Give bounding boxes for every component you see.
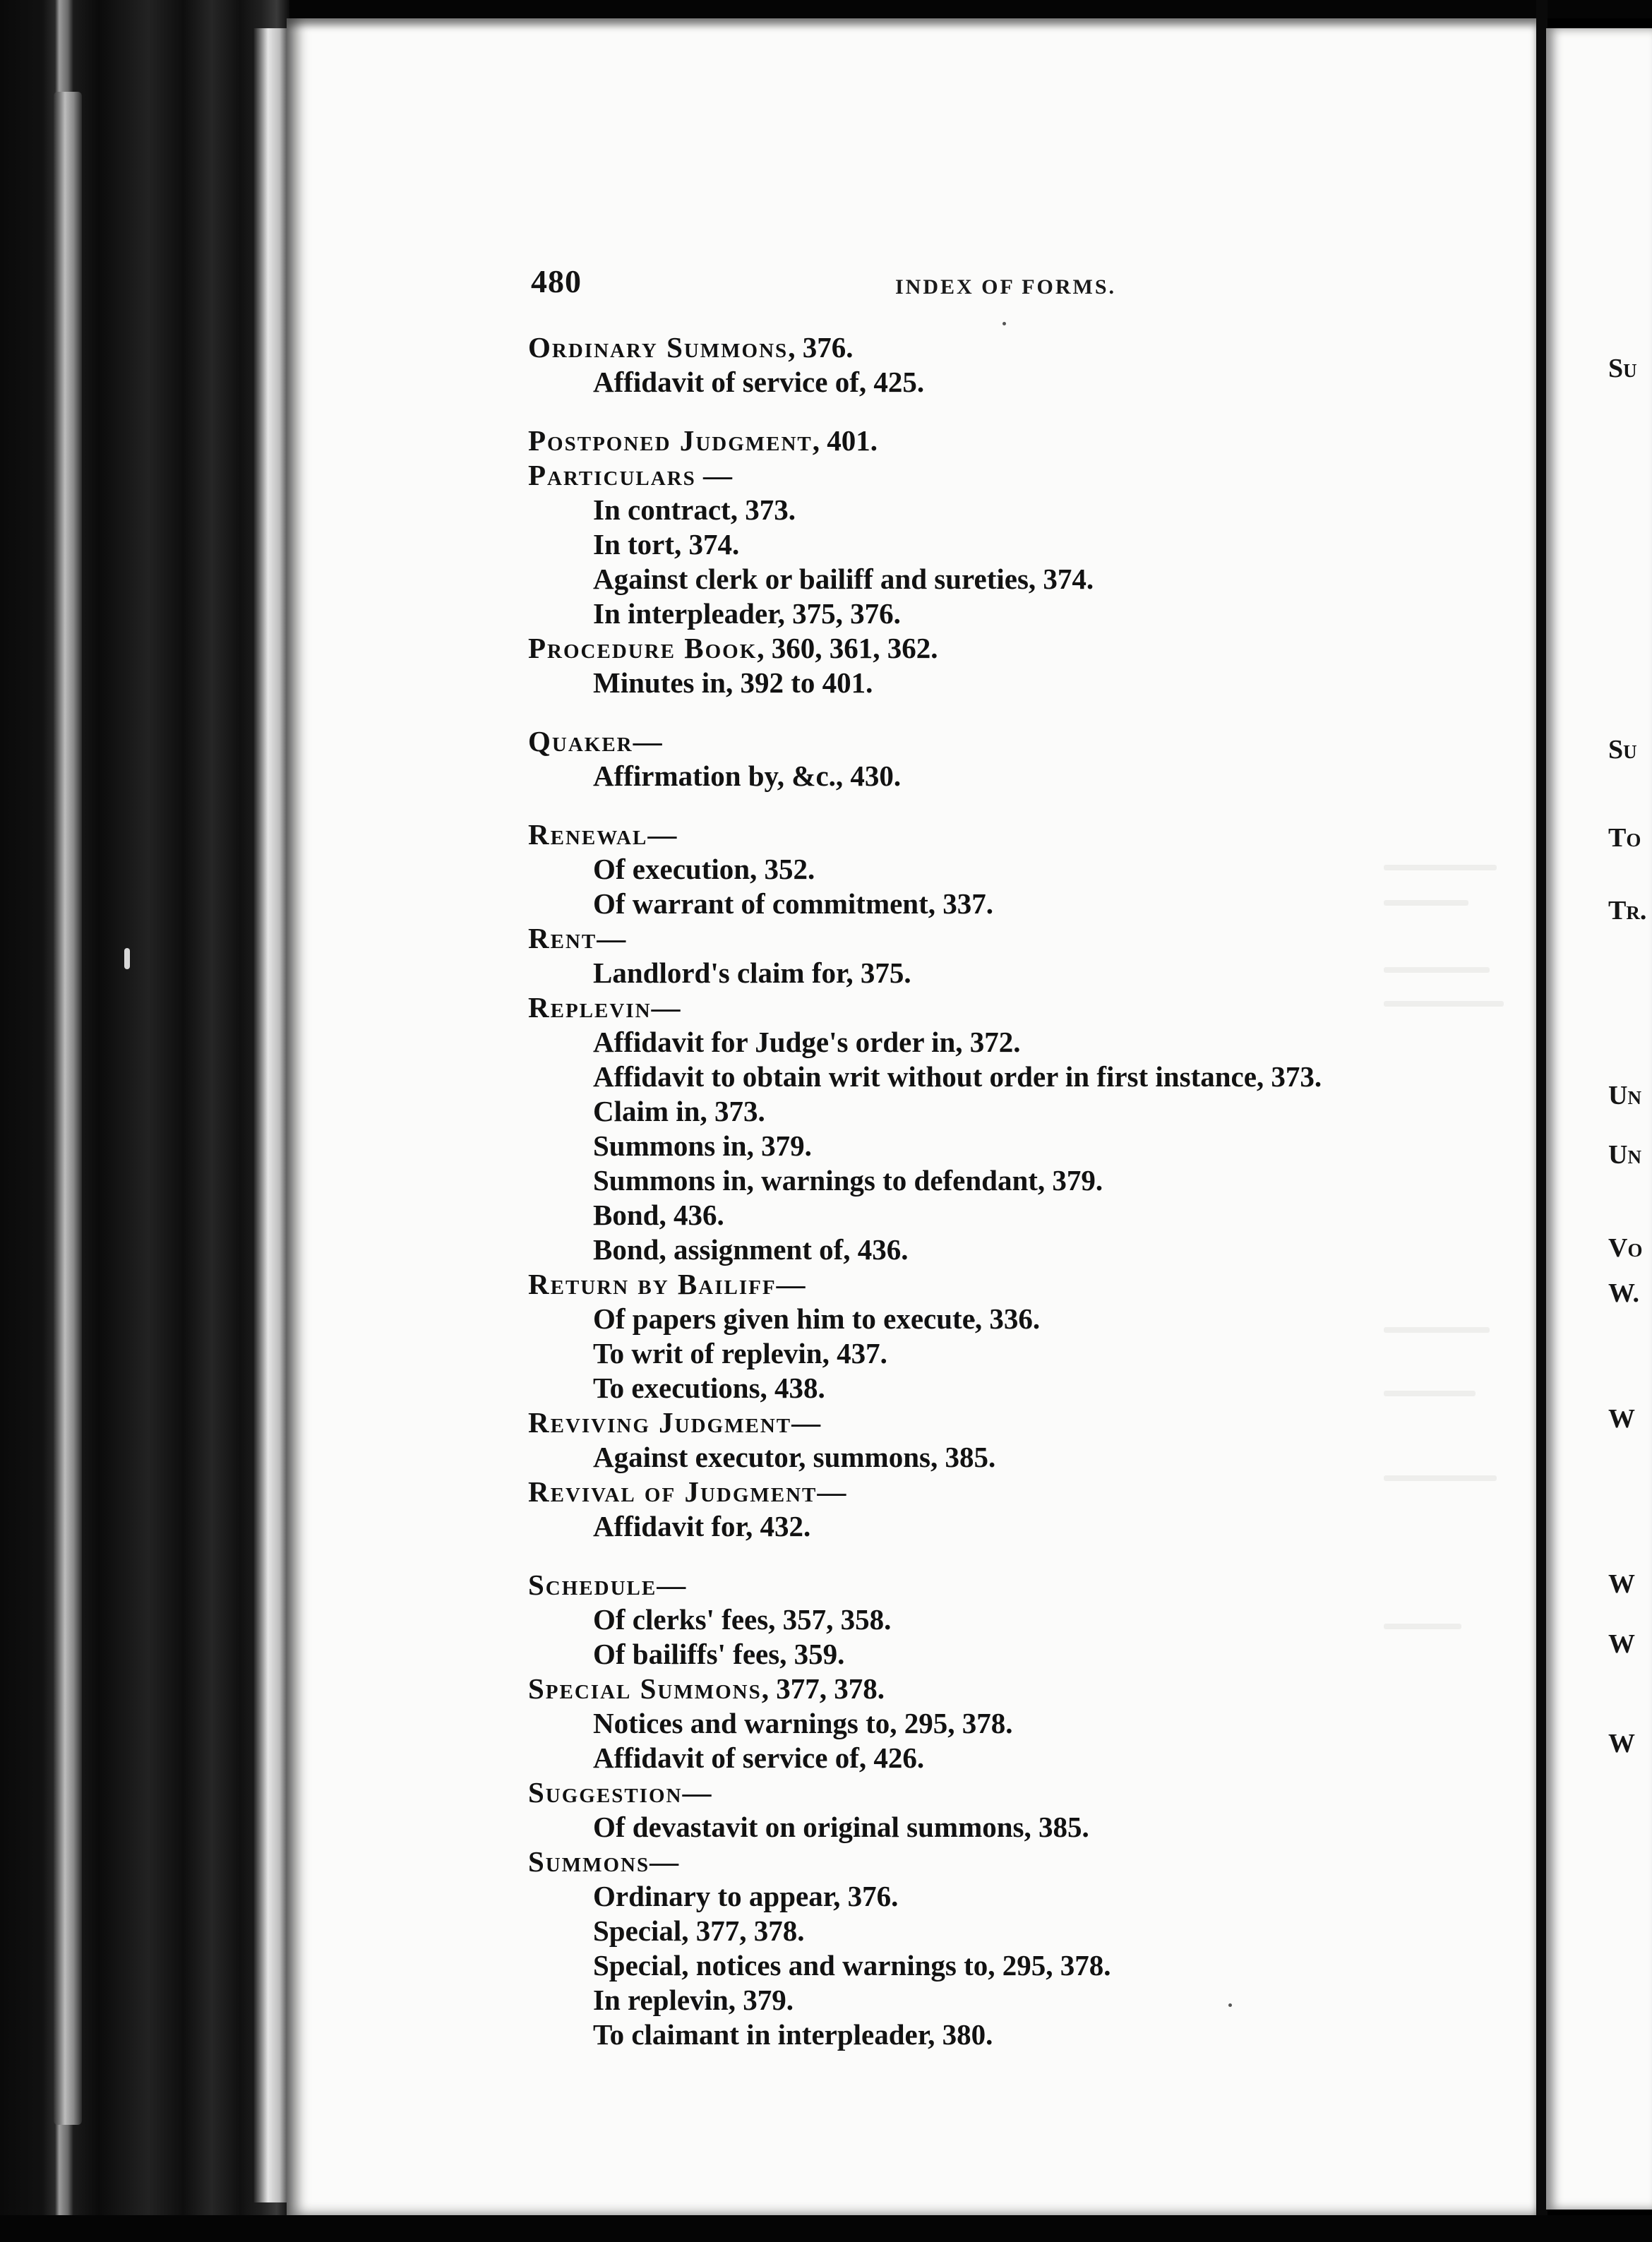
entry-subitem: To executions, 438. [593,1372,825,1404]
entry-subitem: In replevin, 379. [593,1984,794,2016]
entry-subitem: Of papers given him to execute, 336. [593,1302,1041,1335]
index-entry [528,1672,1502,1775]
entry-gap [528,793,1502,817]
entry-pages: , 377, 378. [761,1672,885,1705]
entry-subitem: Summons in, warnings to defendant, 379. [593,1164,1103,1197]
entry-subitem: Landlord's claim for, 375. [593,957,911,989]
entry-subitem: Affidavit for, 432. [593,1510,811,1542]
entry-pages: — [682,1776,712,1809]
entry-subitem: Affidavit for Judge's order in, 372. [593,1026,1021,1058]
entry-subitem: Minutes in, 392 to 401. [593,666,873,699]
entry-subitem: Against clerk or bailiff and sureties, 374. [593,563,1094,595]
entry-heading-line [528,990,1502,1025]
entry-heading: Rent [528,922,597,954]
facing-page-letter: W [1608,1404,1635,1434]
entry-subitem: Of clerks' fees, 357, 358. [593,1603,892,1636]
facing-page-letter: Su [1608,735,1637,765]
entry-pages: , 376. [788,331,854,364]
entry-pages: — [657,1569,686,1601]
entry-pages: — [651,991,681,1024]
entry-subitem: Against executor, summons, 385. [593,1441,996,1473]
entry-subitem: Ordinary to appear, 376. [593,1880,899,1912]
page-edge [253,28,291,2202]
index-list [528,330,1502,2052]
entry-pages: — [647,818,677,851]
entry-subitem: Bond, assignment of, 436. [593,1233,909,1266]
entry-heading: Postponed Judgment [528,424,813,457]
facing-page-letter: Un [1608,1081,1641,1110]
entry-pages: , 360, 361, 362. [757,632,938,664]
entry-subitem: In tort, 374. [593,528,740,560]
entry-subitem: To writ of replevin, 437. [593,1337,887,1369]
facing-page-letter: W [1608,1629,1635,1659]
entry-pages: — [597,922,626,954]
entry-subitem: Affidavit to obtain writ without order in first instance, 373. [593,1060,1322,1093]
entry-subitem: Special, 377, 378. [593,1914,805,1947]
entry-heading-line [528,330,1502,365]
index-entry [528,1405,1502,1475]
facing-page-letter: Vo [1608,1233,1643,1263]
entry-heading: Renewal [528,818,648,851]
index-entry [528,1845,1502,2052]
facing-page-letter: W [1608,1569,1635,1599]
index-entry [528,1568,1502,1672]
entry-subitem: Affirmation by, &c., 430. [593,760,902,792]
entry-subitem: In contract, 373. [593,493,796,526]
entry-pages: — [776,1268,806,1300]
entry-heading: Return by Bailiff [528,1268,777,1300]
entry-heading-line [528,921,1502,956]
index-entry [528,990,1502,1267]
entry-heading: Schedule [528,1569,657,1601]
entry-gap [528,700,1502,724]
index-entry [528,1267,1502,1405]
entry-pages: — [695,459,733,491]
entry-heading: Replevin [528,991,652,1024]
index-entry [528,631,1502,700]
entry-heading: Special Summons [528,1672,762,1705]
index-entry [528,1475,1502,1544]
entry-heading: Suggestion [528,1776,683,1809]
entry-heading: Quaker [528,725,633,757]
entry-subitem: Notices and warnings to, 295, 378. [593,1707,1013,1739]
entry-gap [528,1544,1502,1568]
entry-heading-line [528,817,1502,852]
facing-page-letter: W. [1608,1278,1640,1308]
entry-heading: Particulars [528,459,696,491]
entry-gap [528,400,1502,424]
entry-subitem: Special, notices and warnings to, 295, 378. [593,1949,1111,1982]
entry-heading-line [528,631,1502,666]
facing-page-letter: Su [1608,354,1637,383]
entry-subitem: Bond, 436. [593,1199,724,1231]
entry-subitem: In interpleader, 375, 376. [593,597,901,630]
entry-pages: — [650,1845,679,1878]
entry-heading: Revival of Judgment [528,1475,818,1508]
scan-bottom-border [0,2215,1652,2242]
entry-subitem: Of devastavit on original summons, 385. [593,1811,1089,1843]
entry-heading-line [528,724,1502,759]
entry-pages: — [633,725,662,757]
entry-subitem: Claim in, 373. [593,1095,765,1127]
entry-pages: , 401. [812,424,878,457]
entry-heading-line [528,1405,1502,1440]
entry-subitem: Affidavit of service of, 426. [593,1742,925,1774]
entry-subitem: Summons in, 379. [593,1129,812,1162]
spine-highlight [54,92,82,2125]
index-entry [528,1775,1502,1845]
facing-page-letter: Un [1608,1140,1641,1170]
entry-pages: — [791,1406,821,1439]
entry-pages: — [817,1475,846,1508]
entry-subitem: Affidavit of service of, 425. [593,366,925,398]
entry-heading-line [528,1475,1502,1509]
entry-heading-line [528,1568,1502,1602]
entry-subitem: Of warrant of commitment, 337. [593,887,994,920]
entry-heading-line [528,1267,1502,1302]
entry-heading-line [528,458,1502,493]
index-entry [528,817,1502,921]
index-entry [528,330,1502,400]
entry-subitem: Of bailiffs' fees, 359. [593,1638,845,1670]
entry-heading-line [528,1845,1502,1879]
entry-heading-line [528,424,1502,458]
running-title: INDEX OF FORMS. [895,275,1117,299]
spine-mark [124,948,130,969]
index-entry [528,458,1502,631]
entry-heading-line [528,1672,1502,1706]
entry-heading-line [528,1775,1502,1810]
entry-heading: Procedure Book [528,632,758,664]
entry-heading: Ordinary Summons [528,331,789,364]
facing-page-letter: To [1608,823,1641,853]
speck [1002,322,1006,325]
entry-subitem: Of execution, 352. [593,853,815,885]
index-entry [528,424,1502,458]
entry-heading: Summons [528,1845,650,1878]
entry-subitem: To claimant in interpleader, 380. [593,2018,993,2051]
facing-page-letter: Tr. [1608,896,1647,925]
index-entry [528,921,1502,990]
entry-heading: Reviving Judgment [528,1406,792,1439]
book-spine [0,0,289,2242]
facing-page-letter: W [1608,1729,1635,1758]
index-entry [528,724,1502,793]
page-number: 480 [531,263,582,299]
